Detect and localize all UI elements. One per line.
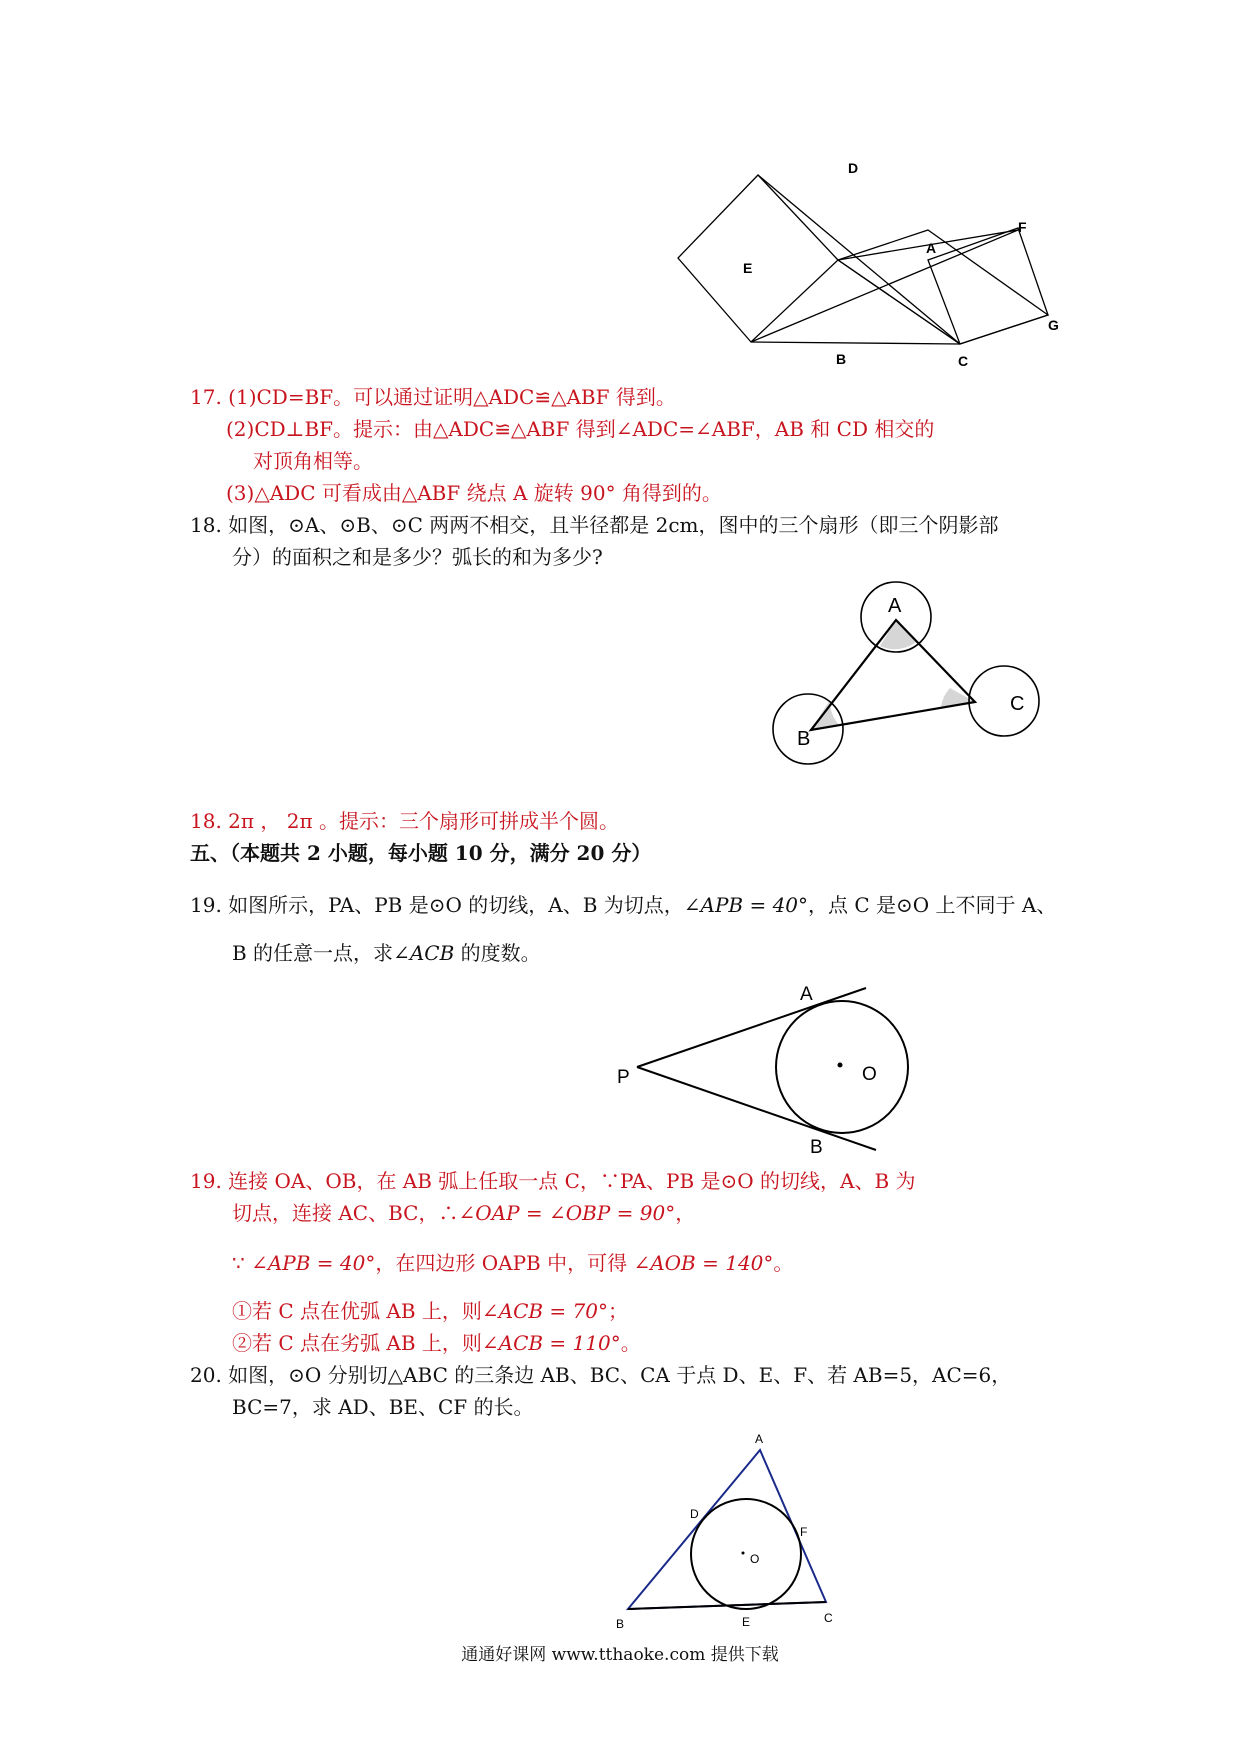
footer-credit: 通通好课网 www.tthaoke.com 提供下载 (461, 1645, 779, 1665)
question-20-line2: BC=7，求 AD、BE、CF 的长。 (232, 1395, 534, 1419)
question-18-line1: 18. 如图，⊙A、⊙B、⊙C 两两不相交，且半径都是 2cm，图中的三个扇形（即三个阴影部 (190, 513, 999, 537)
label-circle-b: B (797, 728, 811, 750)
answer-17-line4: (3)△ADC 可看成由△ABF 绕点 A 旋转 90° 角得到的。 (226, 481, 722, 505)
label-p: P (617, 1067, 630, 1088)
label-b: B (836, 351, 847, 367)
question-19-angle-acb: ∠ACB (393, 941, 455, 965)
answer-17-line1: 17. (1)CD=BF。可以通过证明△ADC≌△ABF 得到。 (190, 385, 676, 409)
label-c: C (958, 353, 969, 369)
answer-19-text-h: ②若 C 点在劣弧 AB 上，则 (232, 1331, 482, 1355)
answer-19-formula-e: ∠ACB = 110° (481, 1331, 621, 1355)
question-19-text-b: ，点 C 是⊙O 上不同于 A、 (808, 893, 1057, 917)
question-19-text-a: 19. 如图所示，PA、PB 是⊙O 的切线，A、B 为切点， (190, 893, 684, 917)
question-18-line2: 分）的面积之和是多少？弧长的和为多少? (232, 545, 603, 569)
answer-19-formula-d: ∠ACB = 70° (481, 1299, 608, 1323)
answer-19-formula-b: ∠APB = 40° (251, 1251, 376, 1275)
label-circle-c: C (1010, 693, 1025, 715)
label-g: G (1048, 317, 1059, 333)
question-19-text-c: B 的任意一点，求 (232, 941, 394, 965)
answer-19-text-a: 切点，连接 AC、BC，∴ (232, 1201, 459, 1225)
answer-17-line3: 对顶角相等。 (253, 449, 373, 473)
label-point-e: E (742, 1615, 751, 1629)
label-vertex-c: C (824, 1611, 833, 1625)
label-tangent-b: B (810, 1137, 823, 1158)
answer-17-line2: (2)CD⊥BF。提示：由△ADC≌△ABF 得到∠ADC=∠ABF，AB 和 CD 相交的 (226, 417, 935, 441)
answer-19-text-d: ，在四边形 OAPB 中，可得 (375, 1251, 634, 1275)
label-a: A (926, 240, 937, 256)
section-5-heading: 五、（本题共 2 小题，每小题 10 分，满分 20 分） (190, 841, 652, 865)
answer-19-formula-a: ∠OAP = ∠OBP = 90° (458, 1201, 676, 1225)
answer-19-text-b: ， (675, 1201, 696, 1225)
label-d: D (848, 160, 859, 176)
label-point-d: D (690, 1507, 699, 1521)
question-20-line1: 20. 如图，⊙O 分别切△ABC 的三条边 AB、BC、CA 于点 D、E、F、若 AB=5，AC=6， (190, 1363, 1012, 1387)
label-incenter-o: O (750, 1552, 760, 1566)
label-o: O (862, 1064, 877, 1085)
question-19-text-d: 的度数。 (454, 941, 541, 965)
answer-19-text-f: ①若 C 点在优弧 AB 上，则 (232, 1299, 482, 1323)
label-circle-a: A (888, 595, 902, 617)
label-f: F (1018, 219, 1027, 235)
incircle (691, 1499, 801, 1609)
answer-18: 18. 2π ， 2π 。提示：三个扇形可拼成半个圆。 (190, 809, 619, 833)
question-19-angle-apb: ∠APB = 40° (683, 893, 809, 917)
incenter-dot (742, 1552, 745, 1555)
answer-19-text-g: ； (608, 1299, 628, 1323)
answer-19-text-i: 。 (620, 1331, 641, 1355)
label-point-f: F (800, 1525, 808, 1539)
answer-19-formula-c: ∠AOB = 140° (633, 1251, 774, 1275)
label-vertex-b: B (616, 1617, 625, 1631)
answer-19-line1: 19. 连接 OA、OB，在 AB 弧上任取一点 C，∵PA、PB 是⊙O 的切线，A、B 为 (190, 1169, 916, 1193)
label-vertex-a: A (755, 1432, 764, 1446)
label-e: E (743, 260, 753, 276)
answer-19-text-e: 。 (773, 1251, 794, 1275)
label-tangent-a: A (800, 984, 813, 1005)
answer-19-text-c: ∵ (232, 1251, 252, 1275)
